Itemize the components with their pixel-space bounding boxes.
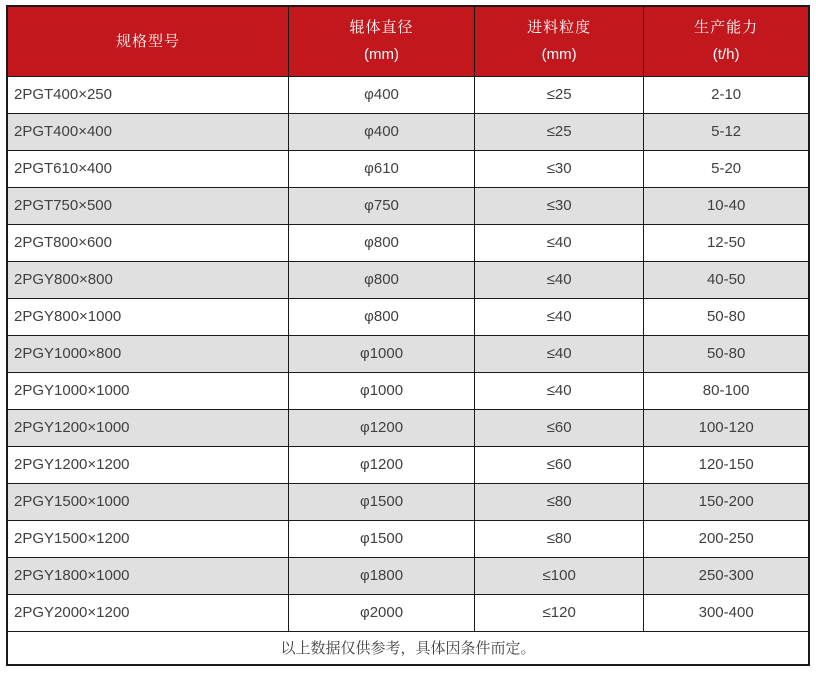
spec-row [7,594,809,631]
cell-roller-diameter: φ400 [289,113,475,150]
cell-feed-size: ≤40 [475,335,644,372]
col-header-feed-size-label: 进料粒度 [527,19,592,37]
cell-capacity: 10-40 [644,187,809,224]
cell-model: 2PGT610×400 [7,150,289,187]
cell-roller-diameter: φ800 [289,224,475,261]
col-header-feed-size-unit: (mm) [541,46,577,64]
table-note: 以上数据仅供参考，具体因条件而定。 [7,631,809,665]
cell-feed-size: ≤80 [475,520,644,557]
spec-row [7,261,809,298]
spec-row [7,409,809,446]
cell-roller-diameter: φ1500 [289,520,475,557]
cell-feed-size: ≤25 [475,76,644,113]
cell-model: 2PGT750×500 [7,187,289,224]
cell-roller-diameter: φ1500 [289,483,475,520]
spec-row [7,483,809,520]
cell-capacity: 200-250 [644,520,809,557]
col-header-model [7,6,289,76]
cell-roller-diameter: φ400 [289,76,475,113]
cell-model: 2PGY1200×1000 [7,409,289,446]
cell-roller-diameter: φ800 [289,261,475,298]
spec-row [7,557,809,594]
cell-model: 2PGY1800×1000 [7,557,289,594]
cell-capacity: 5-20 [644,150,809,187]
footer-row [7,631,809,665]
spec-row [7,76,809,113]
cell-capacity: 12-50 [644,224,809,261]
header-row [7,6,809,76]
cell-feed-size: ≤40 [475,261,644,298]
cell-capacity: 150-200 [644,483,809,520]
cell-capacity: 50-80 [644,335,809,372]
spec-row [7,187,809,224]
cell-model: 2PGY800×1000 [7,298,289,335]
cell-model: 2PGT400×250 [7,76,289,113]
cell-feed-size: ≤120 [475,594,644,631]
cell-capacity: 250-300 [644,557,809,594]
cell-model: 2PGY800×800 [7,261,289,298]
cell-roller-diameter: φ1800 [289,557,475,594]
cell-model: 2PGY1500×1000 [7,483,289,520]
spec-row [7,113,809,150]
col-header-capacity-unit: (t/h) [712,46,740,64]
col-header-capacity-label: 生产能力 [694,19,759,37]
cell-model: 2PGY1200×1200 [7,446,289,483]
cell-roller-diameter: φ800 [289,298,475,335]
cell-feed-size: ≤30 [475,187,644,224]
cell-feed-size: ≤40 [475,372,644,409]
col-header-model-label: 规格型号 [115,32,180,50]
cell-model: 2PGT800×600 [7,224,289,261]
col-header-roller-diameter [289,6,475,76]
spec-table [6,5,810,666]
cell-model: 2PGY1500×1200 [7,520,289,557]
cell-feed-size: ≤60 [475,409,644,446]
cell-capacity: 300-400 [644,594,809,631]
cell-roller-diameter: φ750 [289,187,475,224]
cell-capacity: 80-100 [644,372,809,409]
cell-roller-diameter: φ610 [289,150,475,187]
spec-row [7,446,809,483]
spec-table-footer [7,631,809,665]
cell-feed-size: ≤60 [475,446,644,483]
cell-capacity: 50-80 [644,298,809,335]
spec-table-header [7,6,809,76]
cell-feed-size: ≤40 [475,298,644,335]
cell-roller-diameter: φ2000 [289,594,475,631]
col-header-feed-size [475,6,644,76]
col-header-roller-diameter-unit: (mm) [364,46,400,64]
spec-row [7,372,809,409]
spec-table-body [7,76,809,631]
spec-row [7,224,809,261]
cell-roller-diameter: φ1000 [289,372,475,409]
cell-capacity: 5-12 [644,113,809,150]
cell-capacity: 40-50 [644,261,809,298]
cell-roller-diameter: φ1000 [289,335,475,372]
col-header-roller-diameter-label: 辊体直径 [349,19,414,37]
cell-capacity: 2-10 [644,76,809,113]
cell-model: 2PGY2000×1200 [7,594,289,631]
spec-row [7,150,809,187]
spec-row [7,335,809,372]
cell-feed-size: ≤100 [475,557,644,594]
cell-feed-size: ≤30 [475,150,644,187]
cell-roller-diameter: φ1200 [289,446,475,483]
cell-capacity: 100-120 [644,409,809,446]
cell-roller-diameter: φ1200 [289,409,475,446]
cell-feed-size: ≤40 [475,224,644,261]
cell-feed-size: ≤25 [475,113,644,150]
cell-model: 2PGT400×400 [7,113,289,150]
spec-row [7,298,809,335]
cell-capacity: 120-150 [644,446,809,483]
col-header-capacity [644,6,809,76]
spec-row [7,520,809,557]
cell-model: 2PGY1000×800 [7,335,289,372]
cell-model: 2PGY1000×1000 [7,372,289,409]
cell-feed-size: ≤80 [475,483,644,520]
